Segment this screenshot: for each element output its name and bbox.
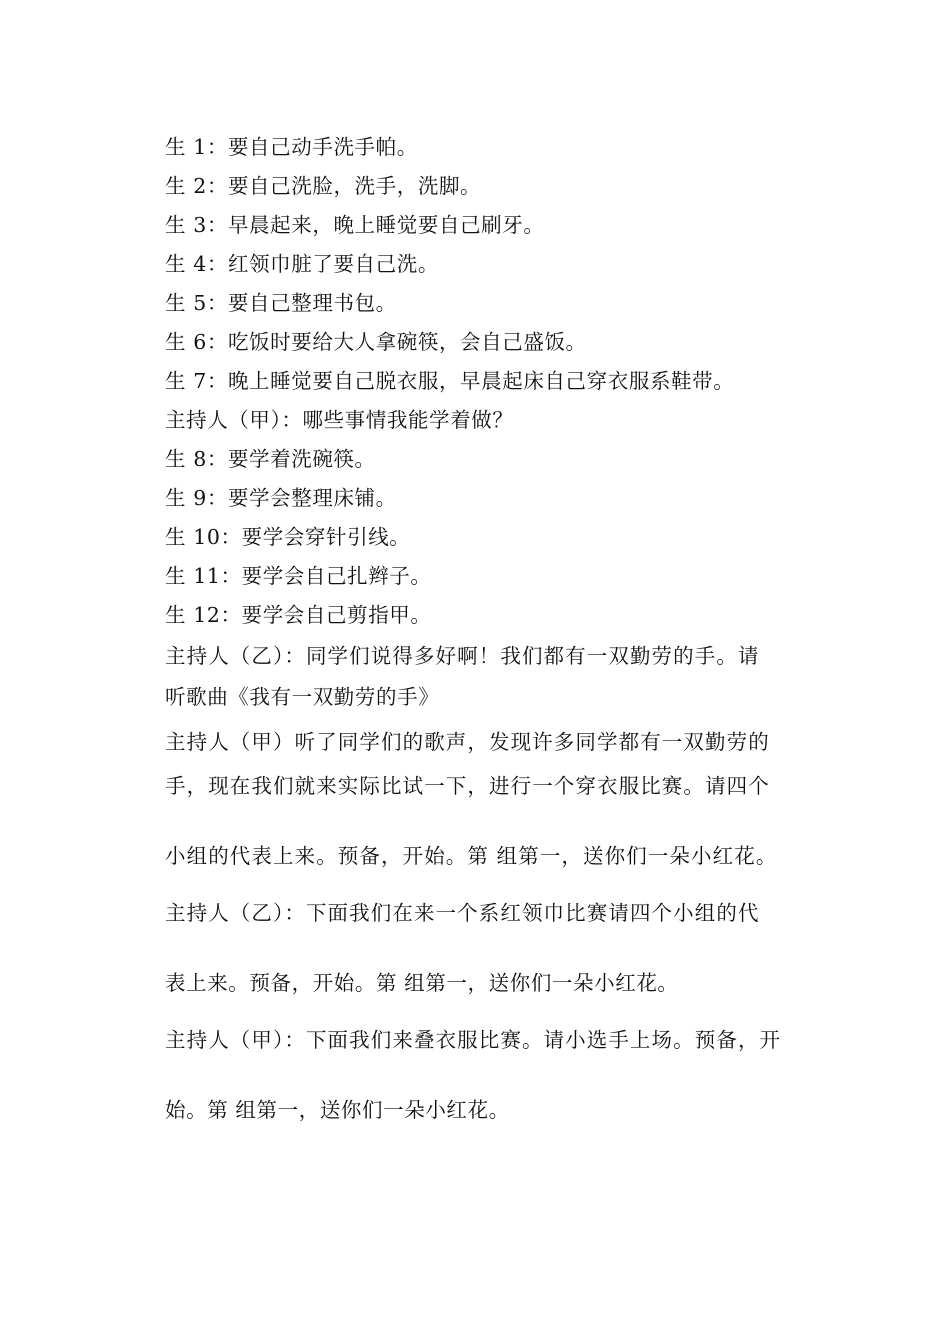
- text-line: 生 6：吃饭时要给大人拿碗筷，会自己盛饭。: [165, 330, 587, 354]
- text-line: 主持人（甲）：下面我们来叠衣服比赛。请小选手上场。预备，开: [165, 1028, 782, 1052]
- text-line: 小组的代表上来。预备，开始。第 组第一，送你们一朵小红花。: [165, 844, 778, 868]
- text-line: 生 5：要自己整理书包。: [165, 291, 397, 315]
- text-line: 生 10：要学会穿针引线。: [165, 525, 411, 549]
- text-line: 生 2：要自己洗脸，洗手，洗脚。: [165, 174, 482, 198]
- text-line: 表上来。预备，开始。第 组第一，送你们一朵小红花。: [165, 971, 679, 995]
- text-line: 主持人（甲）：哪些事情我能学着做？: [165, 408, 514, 432]
- text-line: 听歌曲《我有一双勤劳的手》: [165, 685, 440, 709]
- text-line: 手，现在我们就来实际比试一下，进行一个穿衣服比赛。请四个: [165, 774, 770, 798]
- text-line: 生 9：要学会整理床铺。: [165, 486, 397, 510]
- text-line: 生 8：要学着洗碗筷。: [165, 447, 376, 471]
- text-line: 主持人（甲）听了同学们的歌声，发现许多同学都有一双勤劳的: [165, 730, 770, 754]
- text-line: 生 4：红领巾脏了要自己洗。: [165, 252, 439, 276]
- text-line: 生 11：要学会自己扎辫子。: [165, 564, 432, 588]
- text-line: 始。第 组第一，送你们一朵小红花。: [165, 1098, 510, 1122]
- text-line: 主持人（乙）：下面我们在来一个系红领巾比赛请四个小组的代: [165, 901, 760, 925]
- text-line: 主持人（乙）：同学们说得多好啊！我们都有一双勤劳的手。请: [165, 644, 760, 668]
- text-line: 生 12：要学会自己剪指甲。: [165, 603, 432, 627]
- text-line: 生 1：要自己动手洗手帕。: [165, 135, 418, 159]
- text-line: 生 7：晚上睡觉要自己脱衣服，早晨起床自己穿衣服系鞋带。: [165, 369, 735, 393]
- text-line: 生 3：早晨起来，晚上睡觉要自己刷牙。: [165, 213, 545, 237]
